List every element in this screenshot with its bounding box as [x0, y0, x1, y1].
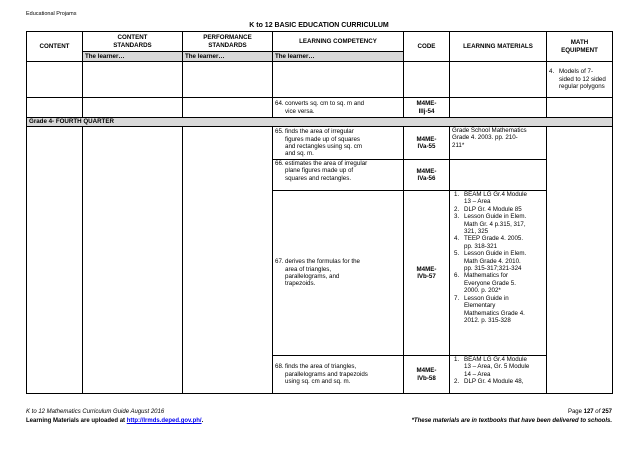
equipment-cell: 4. Models of 7- sided to 12 sided regular polygons: [547, 62, 613, 98]
materials-65: Grade School Mathematics Grade 4. 2003. pp. 210- 211*: [450, 127, 547, 160]
page-title: K to 12 BASIC EDUCATION CURRICULUM: [249, 22, 389, 29]
learner-label-1: The learner…: [83, 52, 183, 62]
learner-label-3: The learner…: [273, 52, 404, 62]
footer-guide: K to 12 Mathematics Curriculum Guide August 2016: [26, 409, 165, 415]
competency-68: 68.finds the area of triangles, parallelograms and trapezoids using sq. cm and sq. m.: [273, 356, 404, 394]
page-number: Page 127 of 257: [567, 409, 612, 415]
lrmds-link[interactable]: http://lrmds.deped.gov.ph/: [126, 418, 202, 424]
quarter-label: Grade 4- FOURTH QUARTER: [27, 118, 613, 127]
col-content: CONTENT: [27, 32, 83, 62]
materials-67: [450, 191, 547, 356]
competency-64: 64.converts sq. cm to sq. m and vice versa.: [273, 98, 404, 118]
col-math-equipment: MATH EQUIPMENT: [547, 32, 613, 62]
table-row: [27, 62, 613, 98]
code-64: M4ME- IIIj-54: [404, 98, 450, 118]
competency-67: 67.derives the formulas for the area of triangles, parallelograms, and trapezoids.: [273, 191, 404, 356]
competency-66: 66.estimates the area of irregular plane figures made up of squares and rectangles.: [273, 160, 404, 191]
header-row: [27, 32, 613, 52]
col-learning-materials: LEARNING MATERIALS: [450, 32, 547, 62]
table-row: [27, 98, 613, 118]
quarter-row: [27, 118, 613, 127]
code-68: M4ME- IVb-58: [404, 356, 450, 394]
brand-text: Educational Projams: [26, 11, 77, 17]
footer-note: *These materials are in textbooks that have been delivered to schools.: [411, 418, 612, 424]
col-content-standards: CONTENT STANDARDS: [83, 32, 183, 52]
col-code: CODE: [404, 32, 450, 62]
col-learning-competency: LEARNING COMPETENCY: [273, 32, 404, 52]
code-66: M4ME- IVa-56: [404, 160, 450, 191]
col-performance-standards: PERFORMANCE STANDARDS: [183, 32, 273, 52]
materials-list-68: 1. BEAM LG Gr.4 Module 13 – Area, Gr. 5 Module 14 – Area 2. DLP Gr. 4 Module 48,: [454, 356, 530, 386]
table-row: [27, 127, 613, 160]
learner-label-2: The learner…: [183, 52, 273, 62]
code-65: M4ME- IVa-55: [404, 127, 450, 160]
footer-uploaded: Learning Materials are uploaded at http://lrmds.deped.gov.ph/.: [26, 418, 204, 424]
competency-65: 65.finds the area of irregular figures made up of squares and rectangles using sq. cm and sq. m.: [273, 127, 404, 160]
materials-68: [450, 356, 547, 394]
curriculum-table: [26, 31, 613, 394]
materials-list-67: 1. BEAM LG Gr.4 Module 13 – Area 2. DLP Gr. 4 Module 85 3. Lesson Guide in Elem. Math Gr. 4 p.315, 317, 321, 325 4. TEEP Grade 4. 2005. pp. 318-321 5. Lesson Guide in Elem. Math Grade 4. 2010. pp. 315-317;321-324 6. Mathematics for Everyone Grade 5. 2000. p. 202* 7. Lesson Guide in Elementary Mathematics Grade 4. 2012. p. 315-328: [454, 191, 527, 324]
code-67: M4ME- IVb-57: [404, 191, 450, 356]
